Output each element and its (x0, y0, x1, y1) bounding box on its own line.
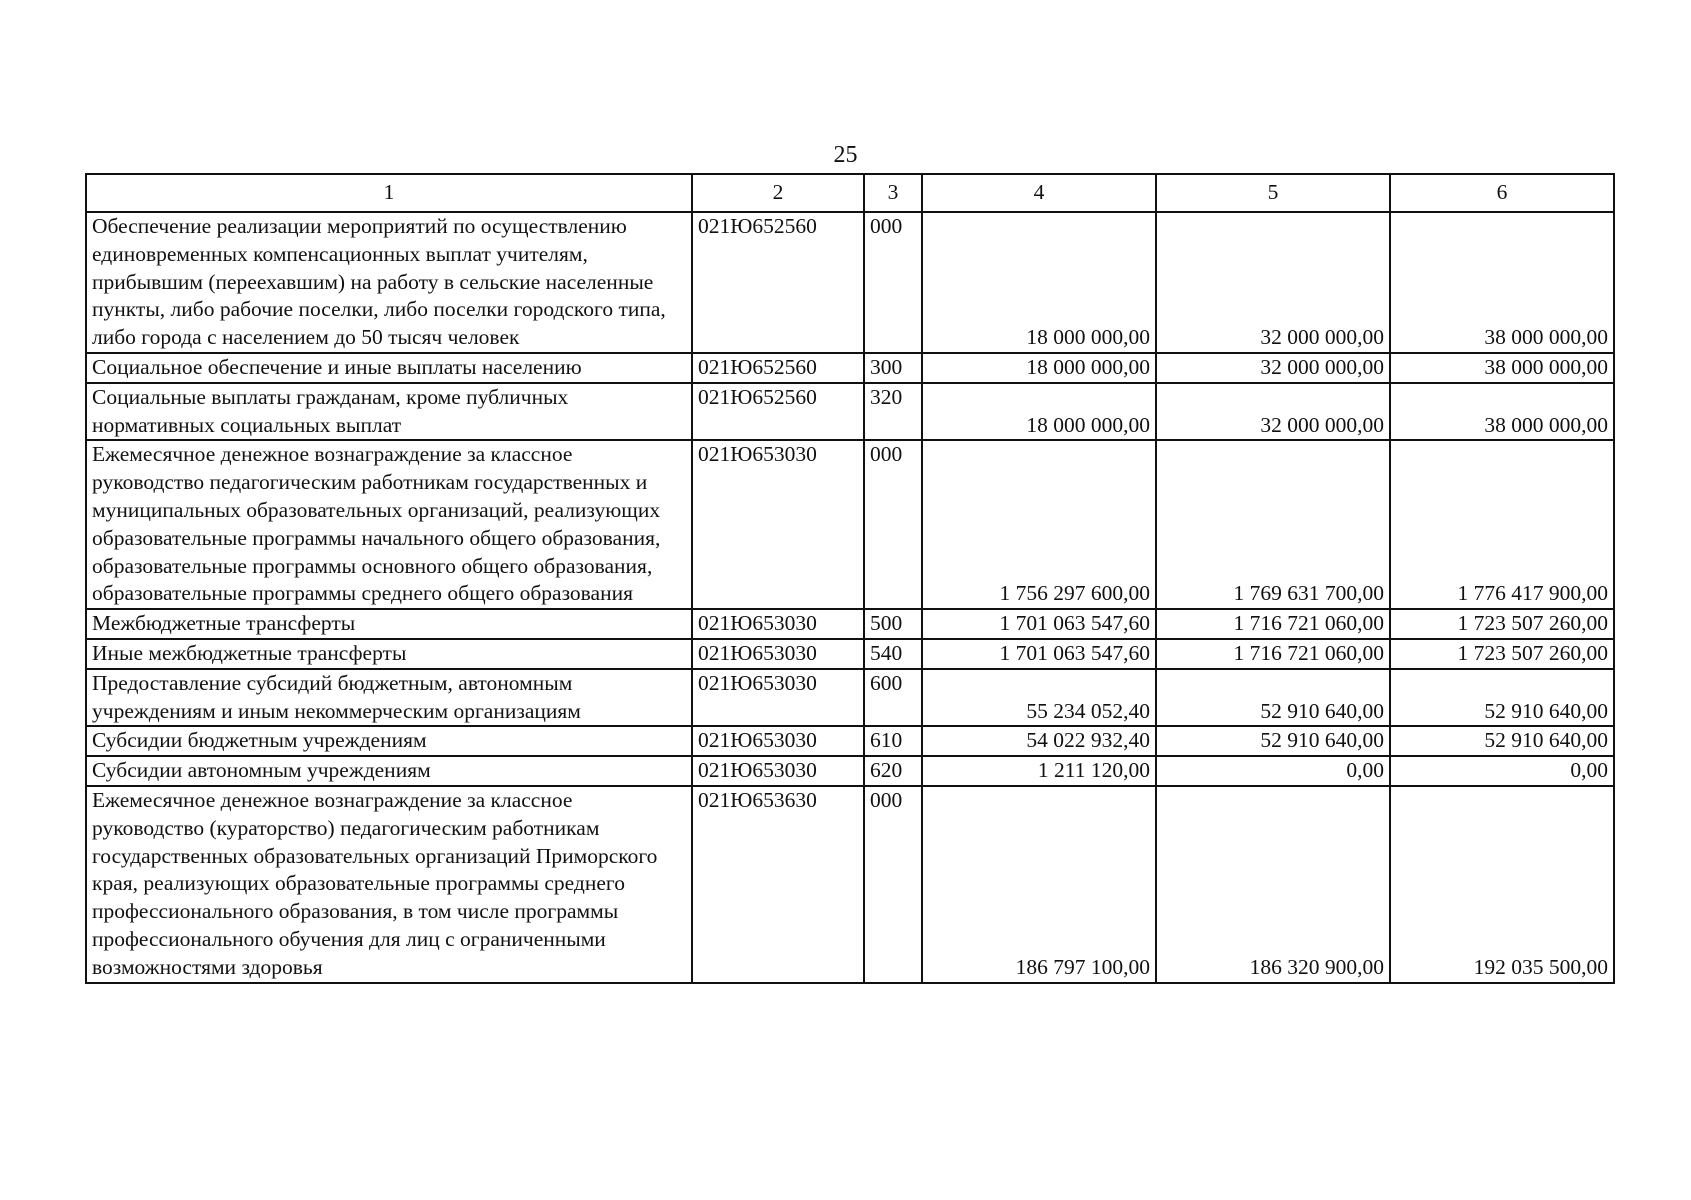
row-name: Иные межбюджетные трансферты (86, 639, 692, 669)
row-amount-6: 1 723 507 260,00 (1390, 609, 1614, 639)
row-amount-6: 1 723 507 260,00 (1390, 639, 1614, 669)
row-code: 021Ю652560 (692, 212, 864, 353)
row-amount-6: 52 910 640,00 (1390, 669, 1614, 727)
page-number: 25 (833, 142, 858, 168)
row-type: 300 (864, 353, 922, 383)
row-amount-6: 192 035 500,00 (1390, 786, 1614, 983)
row-code: 021Ю653030 (692, 726, 864, 756)
table-row (86, 609, 1614, 639)
header-col-5: 5 (1156, 174, 1390, 212)
table-row (86, 353, 1614, 383)
header-row (86, 174, 1614, 212)
row-amount-4: 54 022 932,40 (922, 726, 1156, 756)
row-amount-5: 32 000 000,00 (1156, 212, 1390, 353)
row-type: 320 (864, 383, 922, 441)
row-name: Ежемесячное денежное вознаграждение за классное руководство (кураторство) педагогическим работникам государственных образовательных организаций Приморского края, реализующих образовательные программы среднего профессионального образования, в том числе программы профессионального обучения для лиц с ограниченными возможностями здоровья (86, 786, 692, 983)
row-amount-6: 1 776 417 900,00 (1390, 440, 1614, 609)
row-name: Субсидии бюджетным учреждениям (86, 726, 692, 756)
row-code: 021Ю652560 (692, 353, 864, 383)
row-amount-5: 0,00 (1156, 756, 1390, 786)
row-code: 021Ю653030 (692, 639, 864, 669)
row-code: 021Ю652560 (692, 383, 864, 441)
row-amount-5: 32 000 000,00 (1156, 353, 1390, 383)
table-row (86, 383, 1614, 441)
row-name: Предоставление субсидий бюджетным, автономным учреждениям и иным некоммерческим организациям (86, 669, 692, 727)
row-amount-5: 1 716 721 060,00 (1156, 609, 1390, 639)
row-name: Социальные выплаты гражданам, кроме публичных нормативных социальных выплат (86, 383, 692, 441)
row-amount-4: 186 797 100,00 (922, 786, 1156, 983)
row-amount-4: 18 000 000,00 (922, 383, 1156, 441)
row-name: Социальное обеспечение и иные выплаты населению (86, 353, 692, 383)
row-code: 021Ю653030 (692, 756, 864, 786)
row-type: 600 (864, 669, 922, 727)
row-type: 540 (864, 639, 922, 669)
row-amount-6: 52 910 640,00 (1390, 726, 1614, 756)
header-col-3: 3 (864, 174, 922, 212)
row-code: 021Ю653030 (692, 440, 864, 609)
row-name: Обеспечение реализации мероприятий по осуществлению единовременных компенсационных выплат учителям, прибывшим (переехавшим) на работу в сельские населенные пункты, либо рабочие поселки, либо поселки городского типа, либо города с населением до 50 тысяч человек (86, 212, 692, 353)
row-code: 021Ю653030 (692, 609, 864, 639)
table-row (86, 726, 1614, 756)
row-amount-5: 32 000 000,00 (1156, 383, 1390, 441)
header-col-1: 1 (86, 174, 692, 212)
row-amount-6: 38 000 000,00 (1390, 353, 1614, 383)
row-amount-4: 55 234 052,40 (922, 669, 1156, 727)
row-amount-5: 186 320 900,00 (1156, 786, 1390, 983)
row-amount-4: 1 211 120,00 (922, 756, 1156, 786)
row-amount-5: 1 716 721 060,00 (1156, 639, 1390, 669)
row-amount-6: 0,00 (1390, 756, 1614, 786)
header-col-6: 6 (1390, 174, 1614, 212)
budget-table (85, 173, 1615, 984)
row-name: Ежемесячное денежное вознаграждение за классное руководство педагогическим работникам государственных и муниципальных образовательных организаций, реализующих образовательные программы начального общего образования, образовательные программы основного общего образования, образовательные программы среднего общего образования (86, 440, 692, 609)
row-amount-4: 1 756 297 600,00 (922, 440, 1156, 609)
row-amount-4: 18 000 000,00 (922, 212, 1156, 353)
row-amount-4: 18 000 000,00 (922, 353, 1156, 383)
header-col-2: 2 (692, 174, 864, 212)
table-row (86, 212, 1614, 353)
row-code: 021Ю653030 (692, 669, 864, 727)
row-name: Субсидии автономным учреждениям (86, 756, 692, 786)
row-type: 610 (864, 726, 922, 756)
row-type: 500 (864, 609, 922, 639)
table-row (86, 440, 1614, 609)
row-amount-5: 52 910 640,00 (1156, 669, 1390, 727)
row-amount-4: 1 701 063 547,60 (922, 639, 1156, 669)
header-col-4: 4 (922, 174, 1156, 212)
row-amount-5: 52 910 640,00 (1156, 726, 1390, 756)
row-type: 000 (864, 786, 922, 983)
table-row (86, 786, 1614, 983)
row-amount-6: 38 000 000,00 (1390, 212, 1614, 353)
table-row (86, 756, 1614, 786)
table-row (86, 639, 1614, 669)
row-amount-5: 1 769 631 700,00 (1156, 440, 1390, 609)
row-amount-6: 38 000 000,00 (1390, 383, 1614, 441)
row-amount-4: 1 701 063 547,60 (922, 609, 1156, 639)
row-code: 021Ю653630 (692, 786, 864, 983)
row-type: 000 (864, 440, 922, 609)
row-type: 620 (864, 756, 922, 786)
row-name: Межбюджетные трансферты (86, 609, 692, 639)
row-type: 000 (864, 212, 922, 353)
table-row (86, 669, 1614, 727)
